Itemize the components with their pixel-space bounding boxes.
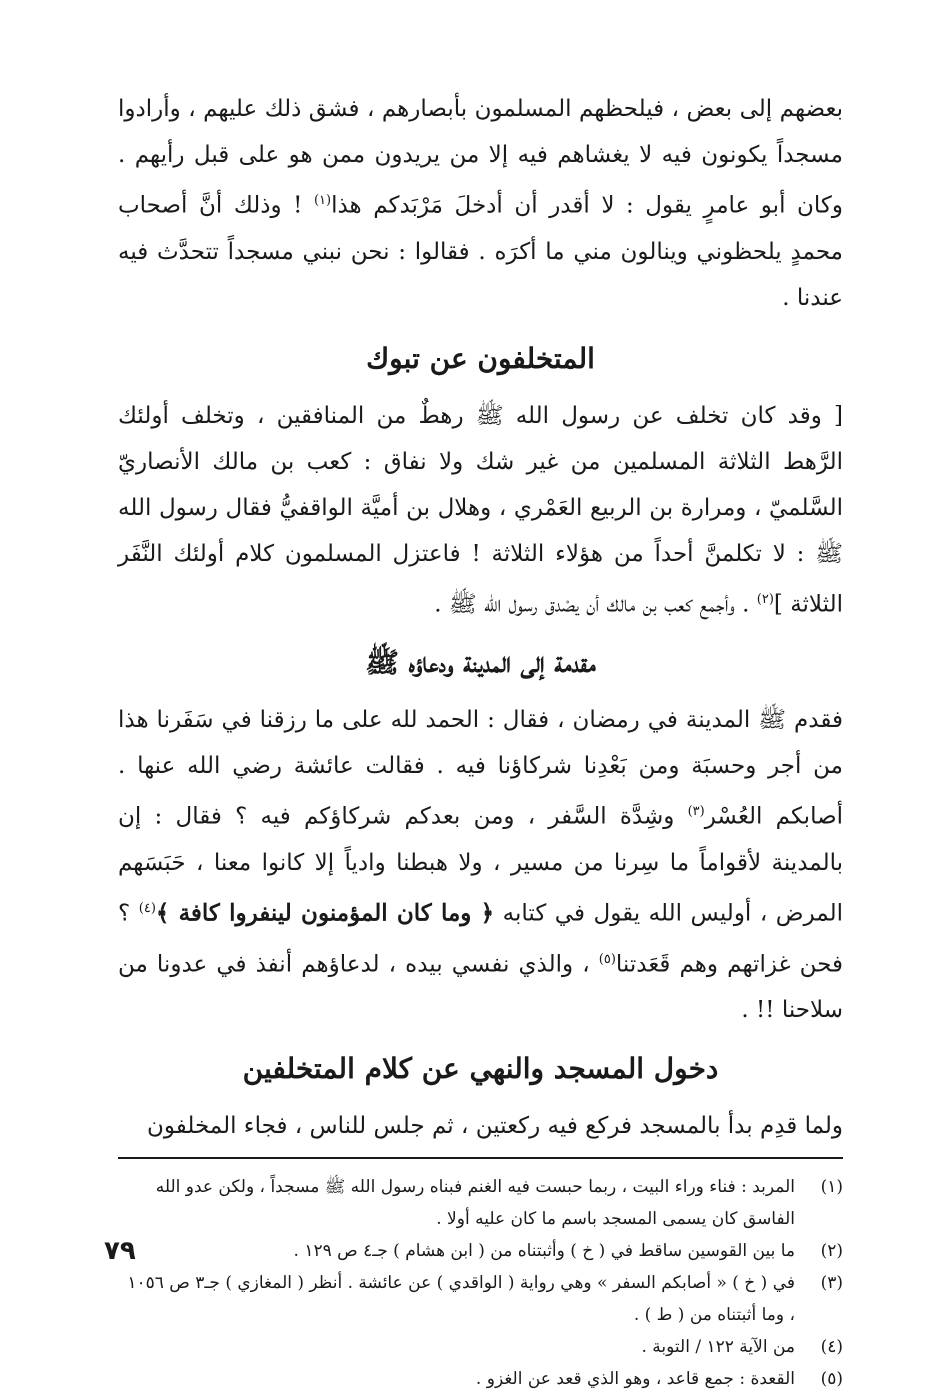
footnote-ref-2: (٢) (756, 591, 774, 607)
footnote (118, 1267, 843, 1331)
page-body (118, 86, 843, 1395)
paragraph-3 (118, 697, 843, 1033)
footnote-ref-4: (٤) (138, 900, 156, 916)
footnote-number: (٢) (820, 1241, 843, 1262)
paragraph-3-text-end: ، والذي نفسي بيده ، لدعاؤهم أنفذ في عدونا من سلاحنا !! . (118, 951, 843, 1024)
footnote-ref-3: (٣) (687, 804, 705, 820)
footnote (118, 1363, 843, 1395)
footnote-separator (118, 1157, 843, 1159)
paragraph-1-text: بعضهم إلى بعض ، فيلحظهم المسلمون بأبصارهم ، فشق ذلك عليهم ، وأرادوا مسجداً يكونون فيه لا يغشاهم فيه إلا من يريدون ممن هو على قبل رأيهم . وكان أبو عامرٍ يقول : لا أقدر أن أدخلَ مَرْبَدكم هذا (118, 96, 843, 219)
footnote-number: (٥) (820, 1369, 843, 1390)
paragraph-4: ولما قدِم بدأ بالمسجد فركع فيه ركعتين ، ثم جلس للناس ، فجاء المخلفون (146, 1113, 843, 1140)
footnote-ref-5: (٥) (598, 951, 616, 967)
paragraph-3-text: فقدم ﷺ المدينة في رمضان ، فقال : الحمد لله على ما رزقنا في سَفَرنا هذا من أجر وحسبَة ومن بَعْدِنا شركاؤنا فيه . فقالت عائشة رضي الله عنها . أصابكم العُسْر (118, 707, 844, 830)
footnote-text: القعدة : جمع قاعد ، وهو الذي قعد عن الغزو . (475, 1369, 795, 1390)
heading-arrival-medina: مقدمة إلى المدينة ودعاؤه ﷺ (365, 646, 596, 680)
paragraph-3-text-mid2: ؟ فحن غزاتهم وهم قَعَدتنا (118, 900, 844, 978)
footnote (118, 1171, 843, 1235)
paragraph-2-text: [ وقد كان تخلف عن رسول الله ﷺ رهطٌ من المنافقين ، وتخلف أولئك الرَّهط الثلاثة المسلمين من غير شك ولا نفاق : كعب بن مالك الأنصاريّ السَّلميّ ، ومرارة بن الربيع العَمْري ، وهلال بن أميَّة الواقفيُّ فقال رسول الله ﷺ : لا تكلمنَّ أحداً من هؤلاء الثلاثة ! فاعتزل المسلمون كلام أولئك النَّفَر الثلاثة ] (118, 402, 843, 618)
paragraph-2 (118, 393, 843, 628)
footnote (118, 1235, 843, 1267)
footnote-ref-1: (١) (313, 193, 332, 208)
footnote-number: (٣) (820, 1273, 843, 1294)
footnote-number: (٤) (820, 1337, 843, 1358)
footnote-text: المربد : فناء وراء البيت ، ربما حبست فيه الغنم فبناه رسول الله ﷺ مسجداً ، ولكن عدو الله الفاسق كان يسمى المسجد باسم ما كان عليه أولا . (155, 1177, 795, 1230)
footnote-separator-wrap (118, 1149, 843, 1159)
footnote-text: من الآية ١٢٢ / التوبة . (641, 1337, 795, 1358)
paragraph-2-text-end: . وأجمع كعب بن مالك أن يصْدق رسول الله ﷺ . (434, 591, 757, 618)
page-number: ٧٩ (104, 1236, 136, 1266)
quran-verse: ﴿ وما كان المؤمنون لينفروا كافة ﴾ (155, 899, 495, 927)
paragraph-1-text-end: ! وذلك أنَّ أصحاب محمدٍ يلحظوني وينالون مني ما أكرَه . فقالوا : نحن نبني مسجداً تتحدَّث فيه عندنا . (118, 192, 843, 311)
footnote-number: (١) (820, 1177, 843, 1198)
heading-tabuk-laggards: المتخلفون عن تبوك (366, 341, 595, 375)
footnote-text: في ( خ ) « أصابكم السفر » وهي رواية ( الواقدي ) عن عائشة . أنظر ( المغازي ) جـ٣ ص ١٠٥٦ ، وما أثبتناه من ( ط ) . (127, 1273, 795, 1326)
footnotes (118, 1171, 843, 1395)
heading-mosque-entry: دخول المسجد والنهي عن كلام المتخلفين (242, 1052, 719, 1086)
paragraph-3-text-mid: وشِدَّة السَّفر ، ومن بعدكم شركاؤكم فيه ؟ فقال : إن بالمدينة لأقواماً ما سِرنا من مسير ، ولا هبطنا وادياً إلا كانوا معنا ، حَبَسَهم المرض ، أوليس الله يقول في كتابه (118, 803, 843, 927)
footnote (118, 1331, 843, 1363)
footnote-text: ما بين القوسين ساقط في ( خ ) وأثبتناه من ( ابن هشام ) جـ٤ ص ١٢٩ . (293, 1241, 795, 1262)
paragraph-1 (118, 86, 843, 321)
